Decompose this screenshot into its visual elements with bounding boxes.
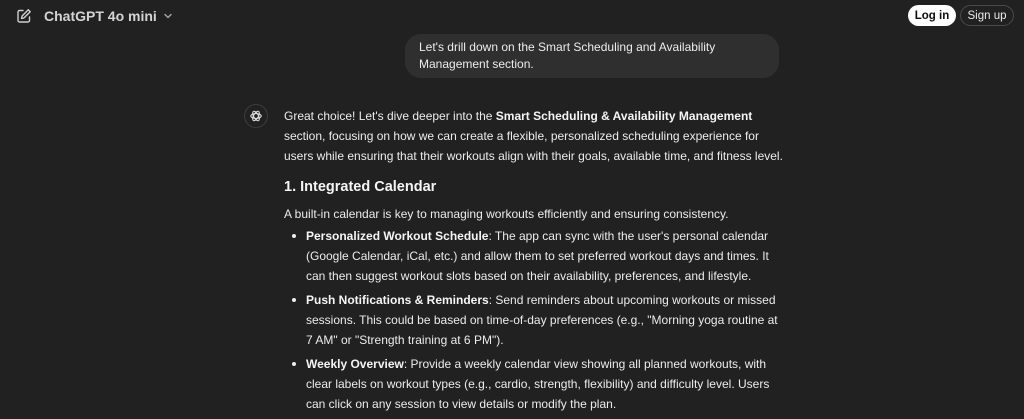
intro-text-end: section, focusing on how we can create a flexible, personalized scheduling experience for users while ensuring that their workouts align with their goals, available time, and fitness level. (284, 129, 783, 163)
list-item (284, 290, 784, 350)
signup-button[interactable]: Sign up (960, 5, 1014, 26)
bullet-title: Weekly Overview (306, 357, 404, 371)
assistant-message (284, 106, 784, 418)
bullet-dot (292, 234, 296, 238)
bullet-title: Push Notifications & Reminders (306, 293, 489, 307)
chevron-down-icon (163, 11, 173, 21)
list-item (284, 226, 784, 286)
user-message: Let's drill down on the Smart Scheduling and Availability Management section. (405, 34, 779, 78)
bullet-dot (292, 298, 296, 302)
bullet-text: : Provide a weekly calendar view showing all planned workouts, with clear labels on workout types (e.g., cardio, strength, flexibility) and difficulty level. Users can click on any session to view details or modify the plan. (306, 357, 770, 411)
section-intro: A built-in calendar is key to managing workouts efficiently and ensuring consistency. (284, 207, 729, 221)
bullet-text: : The app can sync with the user's personal calendar (Google Calendar, iCal, etc.) and allow them to set preferred workout days and times. It can then suggest workout slots based on their availability, preferences, and lifestyle. (306, 229, 769, 283)
intro-text: Great choice! Let's dive deeper into the (284, 109, 496, 123)
assistant-avatar (244, 104, 268, 128)
model-name: ChatGPT 4o mini (44, 8, 157, 24)
top-bar (0, 0, 1024, 32)
section-heading: 1. Integrated Calendar (284, 179, 437, 195)
new-chat-icon (16, 8, 32, 24)
new-chat-button[interactable] (14, 6, 34, 26)
intro-bold: Smart Scheduling & Availability Management (495, 109, 753, 123)
bullet-dot (292, 362, 296, 366)
bullet-title: Personalized Workout Schedule (306, 229, 489, 243)
login-button[interactable]: Log in (908, 5, 956, 26)
bullet-text: : Send reminders about upcoming workouts or missed sessions. This could be based on time-of-day preferences (e.g., "Morning yoga routine at 7 AM" or "Strength training at 6 PM"). (306, 293, 778, 347)
bullet-list (284, 226, 784, 414)
list-item (284, 354, 784, 414)
assistant-intro (284, 106, 784, 166)
model-selector[interactable] (44, 6, 173, 26)
openai-logo-icon (249, 109, 263, 123)
